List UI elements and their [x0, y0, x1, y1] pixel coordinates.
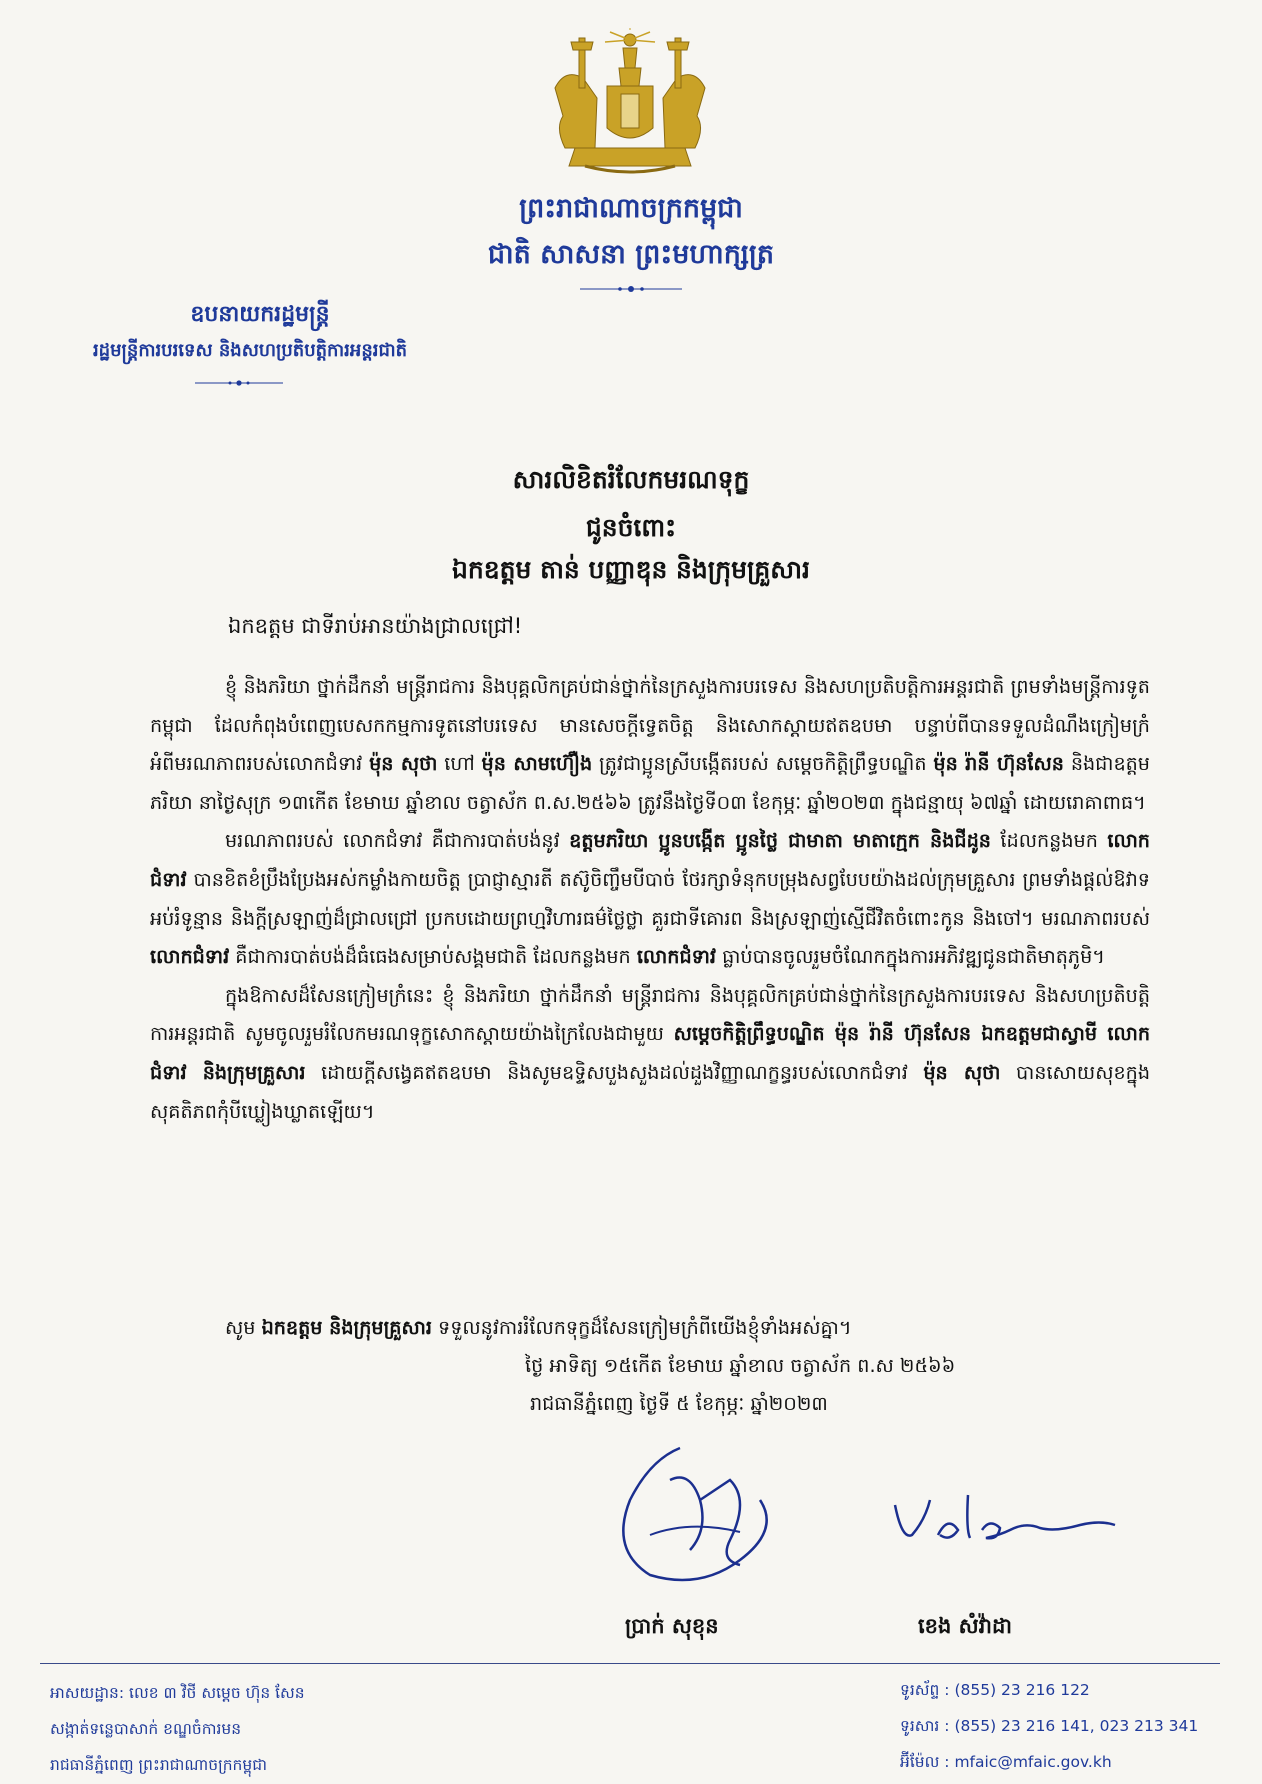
text-span: មរណភាពរបស់ លោកជំទាវ គឺជាការបាត់បង់នូវ: [225, 829, 570, 853]
text-span: ខ្ញុំ និងភរិយា ថ្នាក់ដឹកនាំ មន្ត្រីរាជការ និងបុគ្គលិកគ្រប់ជាន់ថ្នាក់នៃក្រសួងការបរទេស និងសហប្រតិបត្តិការអន្តរជាតិ ព្រមទាំងមន្ត្រីការទូតកម្ពុជា ដែលកំពុងបំពេញបេសកកម្មការទូតនៅបរទេស មានសេចក្តីទ្វេតចិត្ត និងសោកស្តាយឥតឧបមា បន្ទាប់ពីបានទទួលដំណឹងក្រៀមក្រំអំពីមរណភាពរបស់លោកជំទាវ: [150, 675, 1150, 776]
email-value: : mfaic@mfaic.gov.kh: [944, 1753, 1112, 1771]
letter-title: សារលិខិតរំលែកមរណទុក្ខ: [512, 465, 750, 494]
ministry-title: រដ្ឋមន្ត្រីការបរទេស និងសហប្រតិបត្តិការអន្តរជាតិ: [92, 340, 408, 361]
fax-line: [900, 1708, 1198, 1744]
bold-phrase: ឯកឧត្តម និងក្រុមគ្រួសារ: [261, 1316, 432, 1339]
kingdom-name: ព្រះរាជាណាចក្រកម្ពុជា: [519, 193, 743, 224]
paragraph-3: [150, 977, 1150, 1131]
closing-line: [225, 1316, 851, 1344]
signatory-left: ប្រាក់ សុខុន: [625, 1614, 719, 1638]
text-span: សូម: [225, 1316, 262, 1339]
text-span: ទទួលនូវការរំលែកទុក្ខដ៏សែនក្រៀមក្រំពីយើងខ្ញុំទាំងអស់គ្នា។: [431, 1316, 852, 1339]
signature-left-icon: [590, 1440, 800, 1590]
lunar-date: ថ្ងៃ អាទិត្យ ១៥កើត ខែមាឃ ឆ្នាំខាល ចត្វាស័ក ព.ស ២៥៦៦: [525, 1354, 956, 1377]
bold-phrase: សម្តេចកិត្តិព្រឹទ្ធបណ្ឌិត ម៉ុន រ៉ានី ហ៊ុនសែន ឯកឧត្តមជាស្វាមី លោកជំទាវ និងក្រុមគ្រួសារ: [150, 1022, 1150, 1084]
paragraph-1: [150, 668, 1150, 822]
text-span: ត្រូវជាប្អូនស្រីបង្កើតរបស់ សម្តេចកិត្តិព្រឹទ្ធបណ្ឌិត: [592, 752, 934, 776]
phone-value: : (855) 23 216 122: [944, 1681, 1090, 1699]
footer-address: [50, 1675, 305, 1783]
fax-label: ទូរសារ: [900, 1717, 940, 1735]
phone-label: ទូរស័ព្ទ: [900, 1681, 940, 1699]
bold-phrase: លោកជំទាវ: [150, 829, 1150, 891]
email-line: [900, 1744, 1198, 1780]
letter-body: [150, 668, 1150, 1131]
solar-date: រាជធានីភ្នំពេញ ថ្ងៃទី ៥ ខែកុម្ភៈ ឆ្នាំ២០២៣: [530, 1392, 828, 1415]
text-span: បានសោយសុខក្នុងសុគតិភពកុំបីឃ្លៀងឃ្លាតឡើយ។: [150, 1060, 1150, 1123]
national-motto: ជាតិ សាសនា ព្រះមហាក្សត្រ: [487, 239, 775, 270]
email-label: អ៊ីម៉ែល: [900, 1753, 940, 1771]
salutation: ឯកឧត្តម ជាទីរាប់អានយ៉ាងជ្រាលជ្រៅ!: [228, 614, 523, 638]
address-line: សង្កាត់ទន្លេបាសាក់ ខណ្ឌចំការមន: [50, 1720, 242, 1738]
bold-name: ម៉ុន សាមហ៊ឿង: [481, 752, 593, 776]
text-span: ធ្លាប់បានចូលរួមចំណែកក្នុងការអភិវឌ្ឍជូនជាតិមាតុភូមិ។: [716, 945, 1105, 969]
ornament-divider-icon: [195, 378, 283, 388]
letter-to: ជូនចំពោះ: [585, 513, 677, 542]
bold-name: ម៉ុន សុថា: [369, 752, 438, 776]
signature-right-icon: [890, 1480, 1120, 1570]
text-span: ដោយក្តីសង្វេគឥតឧបមា និងសូមឧទ្ទិសបួងសួងដល់ដួងវិញ្ញាណក្ខន្ធរបស់លោកជំទាវ: [305, 1060, 924, 1084]
bold-name: ម៉ុន រ៉ានី ហ៊ុនសែន: [933, 752, 1064, 776]
office-title: ឧបនាយករដ្ឋមន្ត្រី: [190, 302, 330, 327]
bold-phrase: លោកជំទាវ: [636, 945, 717, 969]
text-span: ដែលកន្លងមក: [990, 829, 1108, 853]
text-span: ក្នុងឱកាសដ៏សែនក្រៀមក្រំនេះ ខ្ញុំ និងភរិយា ថ្នាក់ដឹកនាំ មន្ត្រីរាជការ និងបុគ្គលិកគ្រប់ជាន់ថ្នាក់នៃក្រសួងការបរទេស និងសហប្រតិបត្តិការអន្តរជាតិ សូមចូលរួមរំលែកមរណទុក្ខសោកស្តាយយ៉ាងក្រៃលែងជាមួយ: [150, 983, 1150, 1046]
address-line: អាសយដ្ឋាន: លេខ ៣ វិថី សម្តេច ហ៊ុន សែន: [50, 1684, 305, 1702]
signatory-right: ខេង សំវ៉ាដា: [918, 1614, 1012, 1638]
text-span: គឺជាការបាត់បង់ដ៏ធំធេងសម្រាប់សង្គមជាតិ ដែលកន្លងមក: [229, 945, 637, 969]
text-span: និងជាឧត្តមភរិយា នាថ្ងៃសុក្រ ១៣កើត ខែមាឃ ឆ្នាំខាល ចត្វាស័ក ព.ស.២៥៦៦ ត្រូវនឹងថ្ងៃទី០៣ ខែកុម្ភៈ ឆ្នាំ២០២៣ ក្នុងជន្មាយុ ៦៧ឆ្នាំ ដោយរោគាពាធ។: [150, 752, 1150, 814]
footer-divider: [40, 1663, 1220, 1664]
letter-recipient: ឯកឧត្តម តាន់ បញ្ញាឌុន និងក្រុមគ្រួសារ: [452, 555, 810, 584]
paragraph-2: [150, 822, 1150, 976]
footer-contacts: [900, 1672, 1198, 1780]
text-span: ហៅ: [437, 752, 482, 776]
bold-phrase: លោកជំទាវ: [150, 945, 230, 969]
phone-line: [900, 1672, 1198, 1708]
royal-emblem-icon: [535, 28, 725, 178]
address-line: រាជធានីភ្នំពេញ ព្រះរាជាណាចក្រកម្ពុជា: [50, 1756, 267, 1774]
fax-value: : (855) 23 216 141, 023 213 341: [944, 1717, 1199, 1735]
bold-name: ម៉ុន សុថា: [923, 1060, 1001, 1084]
text-span: បានខិតខំប្រឹងប្រែងអស់កម្លាំងកាយចិត្ត ប្រាជ្ញាស្មារតី តស៊ូចិញ្ចឹមបីបាច់ ថែរក្សាទំនុកបម្រុងសព្វបែបយ៉ាងដល់ក្រុមគ្រួសារ ព្រមទាំងផ្តល់ឱវាទអប់រំទូន្មាន និងក្តីស្រឡាញ់ដ៏ជ្រាលជ្រៅ ប្រកបដោយព្រហ្មវិហារធម៌ថ្លៃថ្លា គួរជាទីគោរព និងស្រឡាញ់ស្មើជីវិតចំពោះកូន និងចៅ។ មរណភាពរបស់: [150, 867, 1150, 930]
bold-phrase: ឧត្តមភរិយា ប្អូនបង្កើត ប្អូនថ្លៃ ជាមាតា មាតាក្មេក និងជីដូន: [569, 829, 991, 853]
ornament-divider-icon: [580, 283, 682, 295]
